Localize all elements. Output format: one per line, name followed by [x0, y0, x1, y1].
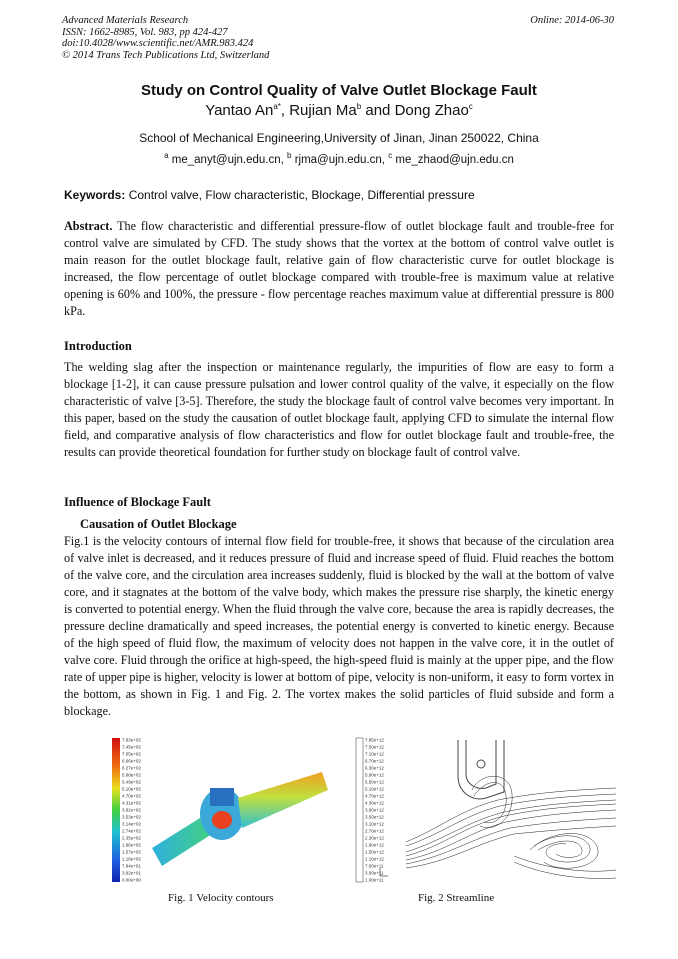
keywords-label: Keywords:	[64, 188, 126, 202]
legend-tick-label: 1.50e+12	[365, 849, 384, 855]
author-sep: and	[361, 102, 395, 119]
legend-tick-label: 3.53e+02	[122, 814, 141, 820]
author-sep: ,	[280, 102, 290, 119]
journal-name: Advanced Materials Research	[62, 15, 189, 26]
email[interactable]: me_zhaod@ujn.edu.cn	[395, 153, 514, 166]
online-date: Online: 2014-06-30	[530, 15, 614, 26]
valve-outline	[458, 740, 504, 799]
figure1-caption: Fig. 1 Velocity contours	[168, 892, 274, 904]
email-sup: c	[388, 151, 393, 160]
legend-tick-label: 3.00e+11	[365, 870, 384, 876]
influence-heading: Influence of Blockage Fault	[64, 495, 211, 509]
email-sup: b	[287, 151, 292, 160]
legend-tick-label: 3.10e+12	[365, 821, 384, 827]
author-sup: c	[468, 102, 473, 111]
legend-tick-label: 4.70e+12	[365, 793, 384, 799]
author-name: Dong Zhao	[394, 102, 469, 119]
legend-tick-label: 5.10e+12	[365, 786, 384, 792]
streamlines	[406, 776, 616, 878]
author-name: Yantao An	[205, 102, 274, 119]
legend-tick-label: 3.92e+01	[122, 870, 141, 876]
legend-tick-label: 1.00e+11	[365, 877, 384, 883]
causation-subheading: Causation of Outlet Blockage	[80, 517, 237, 531]
keywords	[64, 188, 475, 202]
legend-tick-label: 7.50e+12	[365, 744, 384, 750]
legend-tick-label: 1.10e+12	[365, 856, 384, 862]
paper-title: Study on Control Quality of Valve Outlet Blockage Fault	[141, 82, 537, 99]
legend-tick-label: 5.50e+12	[365, 779, 384, 785]
copyright: © 2014 Trans Tech Publications Ltd, Switzerland	[62, 49, 270, 61]
outlet-pipe	[238, 772, 328, 828]
author-sup: b	[356, 102, 362, 111]
legend-tick-label: 1.90e+12	[365, 842, 384, 848]
introduction-heading: Introduction	[64, 339, 132, 353]
legend-tick-label: 2.30e+12	[365, 835, 384, 841]
legend-tick-label: 1.18e+02	[122, 856, 141, 862]
email-sup: a	[164, 151, 169, 160]
velocity-contour-plot	[110, 736, 332, 886]
legend-tick-label: 5.10e+02	[122, 786, 141, 792]
legend-tick-label: 4.30e+12	[365, 800, 384, 806]
legend-tick-label: 2.35e+02	[122, 835, 141, 841]
email-list	[0, 151, 678, 166]
legend-tick-label: 3.92e+02	[122, 807, 141, 813]
color-legend-bar	[112, 738, 120, 882]
legend-tick-label: 7.83e+02	[122, 737, 141, 743]
figure-velocity-contours	[110, 736, 332, 886]
legend-tick-label: 4.70e+02	[122, 793, 141, 799]
legend-tick-label: 7.00e+11	[365, 863, 384, 869]
streamline-legend-bar	[356, 738, 363, 882]
abstract-text: The flow characteristic and differential pressure-flow of outlet blockage fault and trouble-free for control valve are simulated by CFD. The study shows that the vortex at the bottom of control valve outlet is main reason for the outlet blockage fault, relative gain of flow characteristic curve for outlet blockage is increased, the flow percentage of outlet blockage compared with trouble-free is maximum value at relative opening is 60% and 100%, the pressure - flow percentage reaches maximum value at differential pressure is 800 kPa.	[64, 219, 614, 318]
author-list	[0, 102, 678, 119]
email[interactable]: me_anyt@ujn.edu.cn,	[171, 153, 284, 166]
email[interactable]: rjma@ujn.edu.cn,	[294, 153, 385, 166]
legend-tick-label: 6.70e+12	[365, 758, 384, 764]
legend-tick-label: 5.88e+02	[122, 772, 141, 778]
legend-tick-label: 5.49e+02	[122, 779, 141, 785]
legend-tick-label: 6.66e+02	[122, 758, 141, 764]
legend-tick-label: 7.45e+02	[122, 744, 141, 750]
legend-tick-label: 0.00e+00	[122, 877, 141, 883]
journal-header	[62, 15, 269, 61]
legend-tick-label: 1.96e+02	[122, 842, 141, 848]
streamline-plot	[354, 736, 620, 886]
legend-tick-label: 6.27e+02	[122, 765, 141, 771]
valve-core	[210, 788, 234, 806]
legend-tick-label: 3.50e+12	[365, 814, 384, 820]
legend-tick-label: 3.14e+02	[122, 821, 141, 827]
affiliation: School of Mechanical Engineering,University of Jinan, Jinan 250022, China	[139, 131, 539, 145]
keywords-text: Control valve, Flow characteristic, Blockage, Differential pressure	[125, 188, 475, 202]
legend-tick-label: 7.05e+02	[122, 751, 141, 757]
author-name: Rujian Ma	[289, 102, 357, 119]
legend-tick-label: 7.10e+12	[365, 751, 384, 757]
introduction-text: The welding slag after the inspection or maintenance regularly, the impurities of flow are easy to form a blockage [1-2], it can cause pressure pulsation and lower control quality of the valve, it especially on the flow characteristic of valve [3-5]. Therefore, the study the blockage fault of control valve becomes very important. In this paper, based on the study the causation of outlet blockage fault, applying CFD to simulate the internal flow field, and comparative analysis of flow characteristics and flow for outlet blockage fault and trouble-free, the results can provide theoretical foundation for further study on blockage fault of control valve.	[64, 360, 614, 459]
figure-streamline	[354, 736, 620, 886]
influence-text: Fig.1 is the velocity contours of internal flow field for trouble-free, it shows that because of the circulation area of valve inlet is decreased, and it reduces pressure of fluid and increase speed of fluid. Fluid reaches the bottom of the valve core, and the circulation area increases suddenly, fluid is blocked by the wall at the bottom of valve core, and it stagnates at the bottom of the valve body, which makes the pressure rise sharply, the kinetic energy is converted to potential energy. When the fluid through the valve core, because the area is rapidly decreases, the pressure decline dramatically and speed increases, the potential energy is converted to kinetic energy. Because of the high speed of fluid flow, the maximum of velocity does not happen in the valve core, it in the outlet of valve core. Fluid through the orifice at high-speed, the high-speed fluid is mainly at the upper pipe, and the flow rate of upper pipe is higher, velocity is lower at bottom of pipe, velocity is non-uniform, it easy to form vortex in the bottom, as shown in Fig. 1 and Fig. 2. The vortex makes the solid particles of fluid subside and form a blockage.	[64, 534, 614, 718]
legend-tick-label: 1.57e+02	[122, 849, 141, 855]
issn: ISSN: 1662-8985, Vol. 983, pp 424-427	[62, 26, 228, 38]
legend-tick-label: 6.30e+12	[365, 765, 384, 771]
legend-tick-label: 3.90e+12	[365, 807, 384, 813]
legend-tick-label: 2.70e+12	[365, 828, 384, 834]
legend-tick-label: 4.31e+02	[122, 800, 141, 806]
abstract-label: Abstract.	[64, 219, 113, 233]
abstract	[64, 218, 614, 320]
figure2-caption: Fig. 2 Streamline	[418, 892, 495, 904]
legend-tick-label: 7.84e+01	[122, 863, 141, 869]
author-sup: a*	[273, 102, 281, 111]
legend-tick-label: 2.74e+02	[122, 828, 141, 834]
high-velocity-zone	[212, 811, 232, 829]
doi: doi:10.4028/www.scientific.net/AMR.983.424	[62, 38, 254, 49]
legend-tick-label: 5.90e+12	[365, 772, 384, 778]
legend-tick-label: 7.85e+12	[365, 737, 384, 743]
